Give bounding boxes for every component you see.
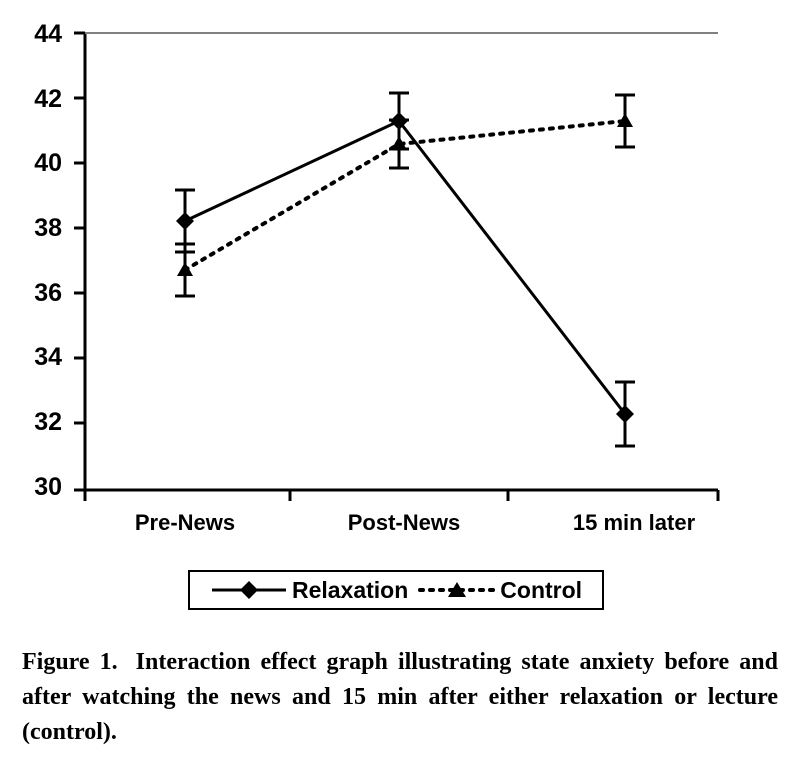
y-tick-label: 40 [34,149,62,177]
y-tick-label: 36 [34,279,62,307]
legend-entry-relaxation [210,578,408,602]
legend-label-relaxation: Relaxation [291,576,409,603]
x-tick-label: Pre-News [134,510,236,535]
y-tick-label: 42 [34,85,62,113]
figure-caption-text: Interaction effect graph illustrating state anxiety before and after watching the news and 15 min after either relaxation or lecture (control). [22,649,778,745]
y-tick-label: 44 [34,20,62,48]
y-tick-label: 32 [34,408,62,436]
series-control [175,95,635,296]
legend-swatch-relaxation-icon [210,578,288,602]
legend-label-control: Control [500,576,583,603]
legend-entry-control [418,578,582,602]
y-tick-label: 34 [34,343,62,371]
figure-caption [22,645,778,750]
legend-swatch-control-icon [418,578,496,602]
series-relaxation [175,93,635,446]
y-tick-label: 30 [34,473,62,501]
x-tick-label: 15 min later [572,510,696,535]
chart-legend [188,570,604,610]
x-tick-label: Post-News [347,510,461,535]
figure-number: Figure 1. [22,649,118,675]
y-tick-label: 38 [34,214,62,242]
axis-frame [74,33,718,501]
